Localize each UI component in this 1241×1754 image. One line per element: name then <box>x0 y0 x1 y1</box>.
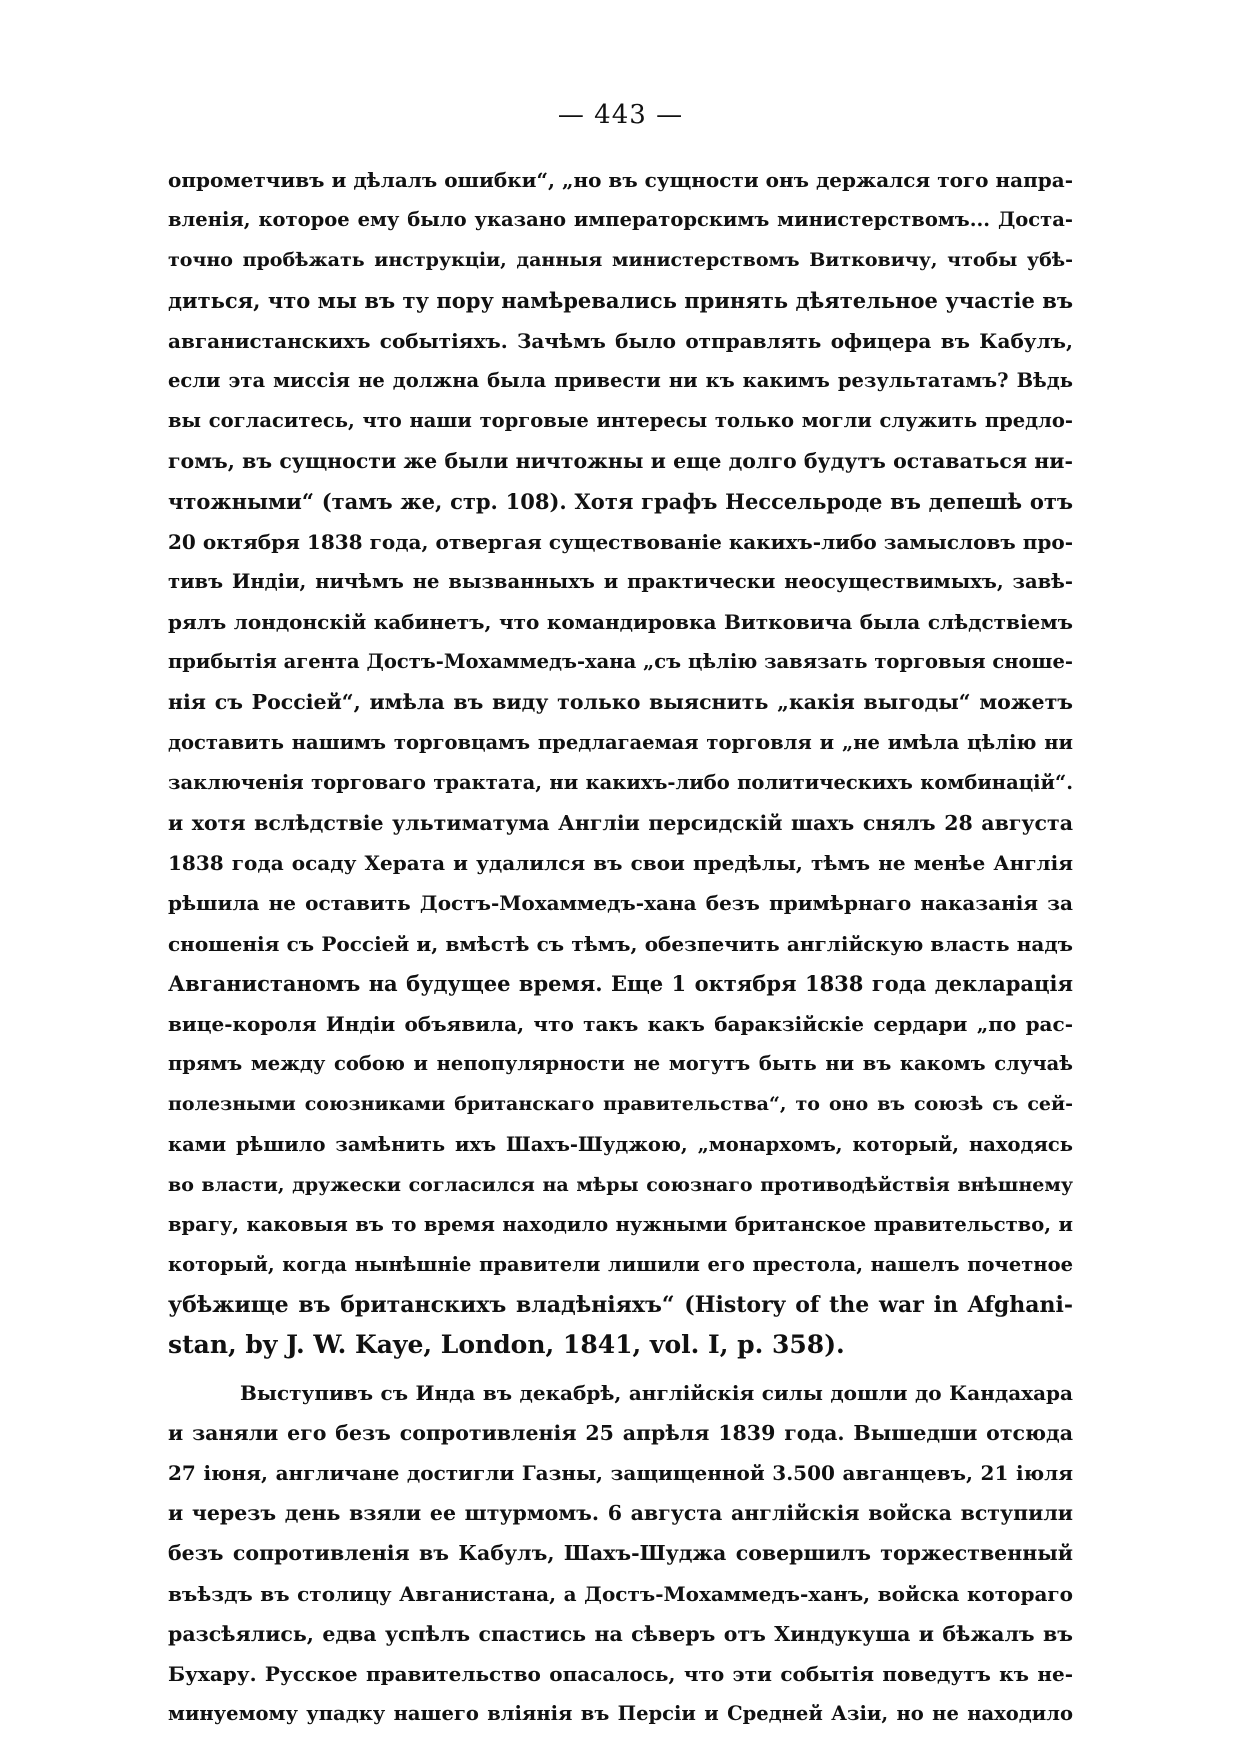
text-line: если эта миссія не должна была привести ни къ какимъ результатамъ? Вѣдь <box>168 368 1073 392</box>
paragraph-2 <box>168 1373 1073 1735</box>
body-text <box>168 160 1073 1734</box>
text-line: stan, by J. W. Kaye, London, 1841, vol. I, p. 358). <box>168 1330 845 1360</box>
text-line: и черезъ день взяли ее штурмомъ. 6 августа англійскія войска вступили <box>168 1501 1073 1526</box>
text-line: во власти, дружески согласился на мѣры союзнаго противодѣйствія внѣшнему <box>168 1173 1073 1196</box>
text-line: тивъ Индіи, ничѣмъ не вызванныхъ и практически неосуществимыхъ, завѣ- <box>168 569 1073 593</box>
paragraph-spacer <box>168 1366 1073 1373</box>
text-line: нія съ Россіей“, имѣла въ виду только выяснить „какія выгоды“ можетъ <box>168 690 1073 715</box>
text-line: прибытія агента Достъ-Мохаммедъ-хана „съ цѣлію завязать торговыя снoше- <box>168 650 1073 674</box>
text-line: врагу, каковыя въ то время находило нужными британское правительство, и <box>168 1212 1073 1236</box>
text-line: Бухару. Русское правительство опасалось, что эти событія поведутъ къ не- <box>168 1661 1073 1686</box>
text-line: убѣжище въ британскихъ владѣніяхъ“ (History of the war in Afghani- <box>168 1292 1073 1319</box>
text-line: который, когда нынѣшніе правители лишили его престола, нашелъ почетное <box>168 1253 1073 1277</box>
text-line: ками рѣшило замѣнить ихъ Шахъ-Шуджою, „монархомъ, который, находясь <box>168 1132 1073 1156</box>
text-line: рялъ лондонскій кабинетъ, что командировка Витковича была слѣдствіемъ <box>168 610 1073 635</box>
text-line: и хотя вслѣдствіе ультиматума Англіи персидскій шахъ снялъ 28 августа <box>168 811 1073 835</box>
text-line: заключенія торговаго трактата, ни какихъ-либо политическихъ комбинацій“. <box>168 770 1073 794</box>
text-line: прямъ между собою и непопулярности не могутъ быть ни въ какомъ случаѣ <box>168 1052 1073 1076</box>
text-line: рѣшила не оставить Достъ-Мохаммедъ-хана безъ примѣрнаго наказанія за <box>168 891 1073 916</box>
text-line: безъ сопротивленія въ Кабулъ, Шахъ-Шуджа совершилъ торжественный <box>168 1541 1073 1566</box>
text-line: 20 октября 1838 года, отвергая существованіе какихъ-либо замысловъ про- <box>168 529 1073 554</box>
paragraph-1 <box>168 160 1073 1366</box>
text-line: Выступивъ съ Инда въ декабрѣ, англійскія силы дошли до Кандахара <box>240 1380 1073 1405</box>
text-line: гомъ, въ сущности же были ничтожны и еще долго будутъ оставаться ни- <box>168 449 1073 474</box>
text-line: авганистанскихъ событіяхъ. Зачѣмъ было отправлять офицера въ Кабулъ, <box>168 328 1073 353</box>
text-line: и заняли его безъ сопротивленія 25 апрѣля 1839 года. Вышедши отсюда <box>168 1420 1073 1445</box>
text-line: 27 іюня, англичане достигли Газны, защищенной 3.500 авганцевъ, 21 іюля <box>168 1461 1073 1485</box>
text-line: вице-короля Индіи объявила, что такъ какъ баракзійскіе сердари „по рас- <box>168 1011 1073 1036</box>
text-line: вленія, которое ему было указано императорскимъ министерствомъ... Доста- <box>168 208 1073 232</box>
text-line: 1838 года осаду Херата и удалился въ свои предѣлы, тѣмъ не менѣе Англія <box>168 851 1073 876</box>
text-line: минуемому упадку нашего вліянія въ Персіи и Средней Азіи, но не находило <box>168 1702 1073 1726</box>
text-line: точно пробѣжать инструкціи, данныя министерствомъ Витковичу, чтобы убѣ- <box>168 249 1073 272</box>
text-line: Авганистаномъ на будущее время. Еще 1 октября 1838 года декларація <box>168 970 1073 996</box>
text-line: въѣздъ въ столицу Авганистана, а Достъ-Мохаммедъ-ханъ, войска котораго <box>168 1581 1073 1606</box>
text-line: разсѣялись, едва успѣлъ спастись на сѣверъ отъ Хиндукуша и бѣжалъ въ <box>168 1621 1073 1646</box>
text-line: вы согласитесь, что наши торговые интересы только могли служить предло- <box>168 409 1073 433</box>
text-line: чтожными“ (тамъ же, стр. 108). Хотя графъ Нессельроде въ депешѣ отъ <box>168 488 1073 514</box>
text-line: доставить нашимъ торговцамъ предлагаемая торговля и „не имѣла цѣлію ни <box>168 730 1073 754</box>
text-line: опрометчивъ и дѣлалъ ошибки“, „но въ сущности онъ держался того напра- <box>168 168 1073 192</box>
text-line: диться, что мы въ ту пору намѣревались принять дѣятельное участіе въ <box>168 287 1073 313</box>
text-line: сношенія съ Россіей и, вмѣстѣ съ тѣмъ, обезпечить англійскую власть надъ <box>168 931 1073 956</box>
page-number: — 443 — <box>557 100 684 130</box>
text-line: полезными союзниками британскаго правительства“, то оно въ союзѣ съ сей- <box>168 1093 1073 1116</box>
